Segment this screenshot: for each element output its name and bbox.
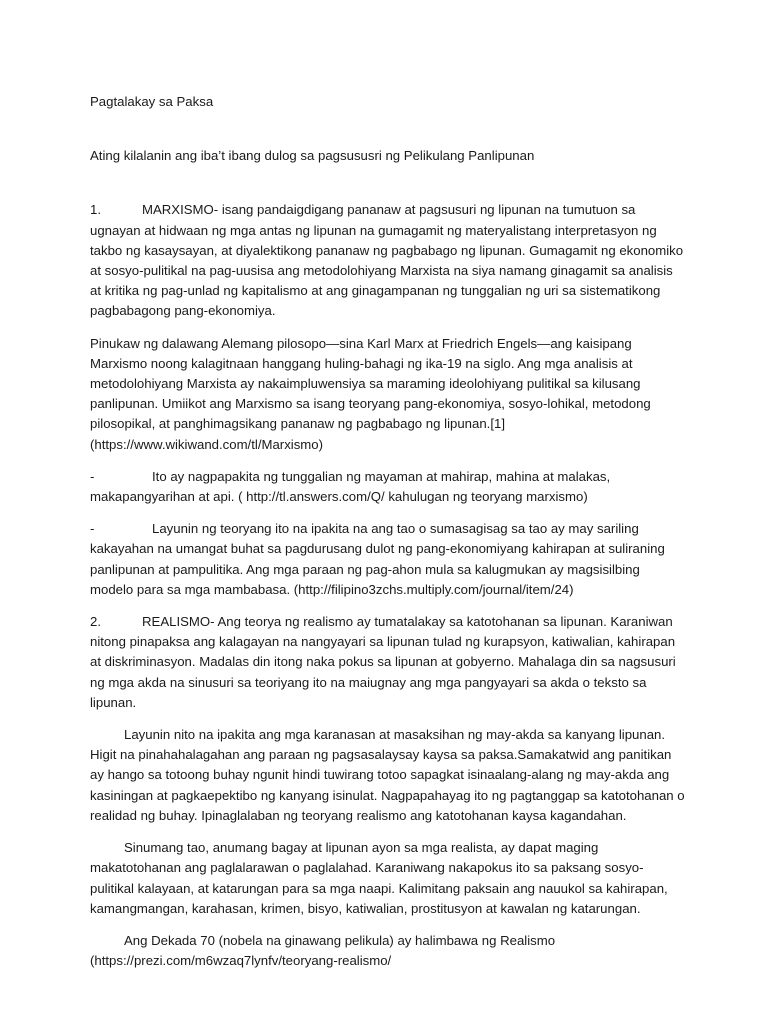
section-marxismo xyxy=(90,200,686,321)
paragraph-realismo-people: Sinumang tao, anumang bagay at lipunan ayon sa mga realista, ay dapat maging makatotohanan ang paglalarawan o paglalahad. Karaniwang nakapokus ito sa paksang sosyo-pulitikal kalayaan, at katarungan para sa mga naapi. Kalimitang paksain ang nauukol sa kahirapan, kamangmangan, karahasan, krimen, bisyo, katiwalian, prostitusyon at kawalan ng katarungan. xyxy=(90,840,668,916)
document-body xyxy=(90,92,686,971)
document-subtitle: Ating kilalanin ang iba’t ibang dulog sa pagsususri ng Pelikulang Panlipunan xyxy=(90,148,535,164)
bullet-dash: - xyxy=(90,468,95,484)
section-number: 1. xyxy=(90,202,101,218)
section-number: 2. xyxy=(90,614,101,630)
paragraph-example: Ang Dekada 70 (nobela na ginawang pelikula) ay halimbawa ng Realismo (https://prezi.com/m6wzaq7lynfv/teoryang-realismo/ xyxy=(90,932,556,969)
bullet-item xyxy=(90,519,686,600)
bullet-text: Layunin ng teoryang ito na ipakita na ang tao o sumasagisag sa tao ay may sariling kakayahan na umangat buhat sa pagdurusang dulot ng pang-ekonomiyang kahirapan at suliraning panlipunan at pampulitika. Ang mga paraan ng pag-ahon mula sa kalugmukan ay magsisilbing modelo para sa mga mambabasa. (http://filipino3zchs.multiply.com/journal/item/24) xyxy=(90,521,665,597)
section-realismo xyxy=(90,612,686,713)
section-text: MARXISMO- isang pandaigdigang pananaw at pagsusuri ng lipunan na tumutuon sa ugnayan at hidwaan ng mga antas ng lipunan na gumagamit ng materyalistang interpretasyon ng takbo ng kasaysayan, at diyalektikong pananaw ng pagbabago ng lipunan. Gumagamit ng ekonomiko at sosyo-pulitikal na pag-uusisa ang metodolohiyang Marxista na siya namang ginagamit sa analisis at kritika ng pag-unlad ng kapitalismo at ang ginagampanan ng tunggalian ng uri sa sistematikong pagbabagong pang-ekonomiya. xyxy=(90,202,684,319)
bullet-item xyxy=(90,467,686,507)
bullet-dash: - xyxy=(90,521,95,537)
paragraph-realismo-goal: Layunin nito na ipakita ang mga karanasan at masaksihan ng may-akda sa kanyang lipunan. Higit na pinahahalagahan ang paraan ng pagsasalaysay kaysa sa paksa.Samakatwid ang panitikan ay hango sa totoong buhay ngunit hindi tuwirang totoo sapagkat isinaalang-alang ng may-akda ang kasiningan at pagkaepektibo ng kanyang isinulat. Nagpapahayag ito ng pagtanggap sa katotohanan o realidad ng buhay. Ipinaglalaban ng teoryang realismo ang katotohanan kaysa kagandahan. xyxy=(90,727,685,823)
section-text: REALISMO- Ang teorya ng realismo ay tumatalakay sa katotohanan sa lipunan. Karaniwan nitong pinapaksa ang kalagayan na nangyayari sa lipunan tulad ng kurapsyon, katiwalian, kahirapan at diskriminasyon. Madalas din itong naka pokus sa lipunan at gobyerno. Mahalaga din sa nagsusuri ng mga akda na sinusuri sa teoriyang ito na maiugnay ang mga pangyayari sa akda o teksto sa lipunan. xyxy=(90,614,676,710)
document-title: Pagtalakay sa Paksa xyxy=(90,94,214,109)
bullet-text: Ito ay nagpapakita ng tunggalian ng mayaman at mahirap, mahina at malakas, makapangyarihan at api. ( http://tl.answers.com/Q/ kahulugan ng teoryang marxismo) xyxy=(90,468,611,505)
paragraph-marx-origin: Pinukaw ng dalawang Alemang pilosopo—sina Karl Marx at Friedrich Engels—ang kaisipang Marxismo noong kalagitnaan hanggang huling-bahagi ng ika-19 na siglo. Ang mga analisis at metodolohiyang Marxista ay nakaimpluwensiya sa maraming ideolohiyang pulitikal sa kilusang panlipunan. Umiikot ang Marxismo sa isang teoryang pang-ekonomiya, sosyo-lohikal, metodong pilosopikal, at panghimagsikang pananaw ng pagbabago ng lipunan.[1](https://www.wikiwand.com/tl/Marxismo) xyxy=(90,335,651,452)
